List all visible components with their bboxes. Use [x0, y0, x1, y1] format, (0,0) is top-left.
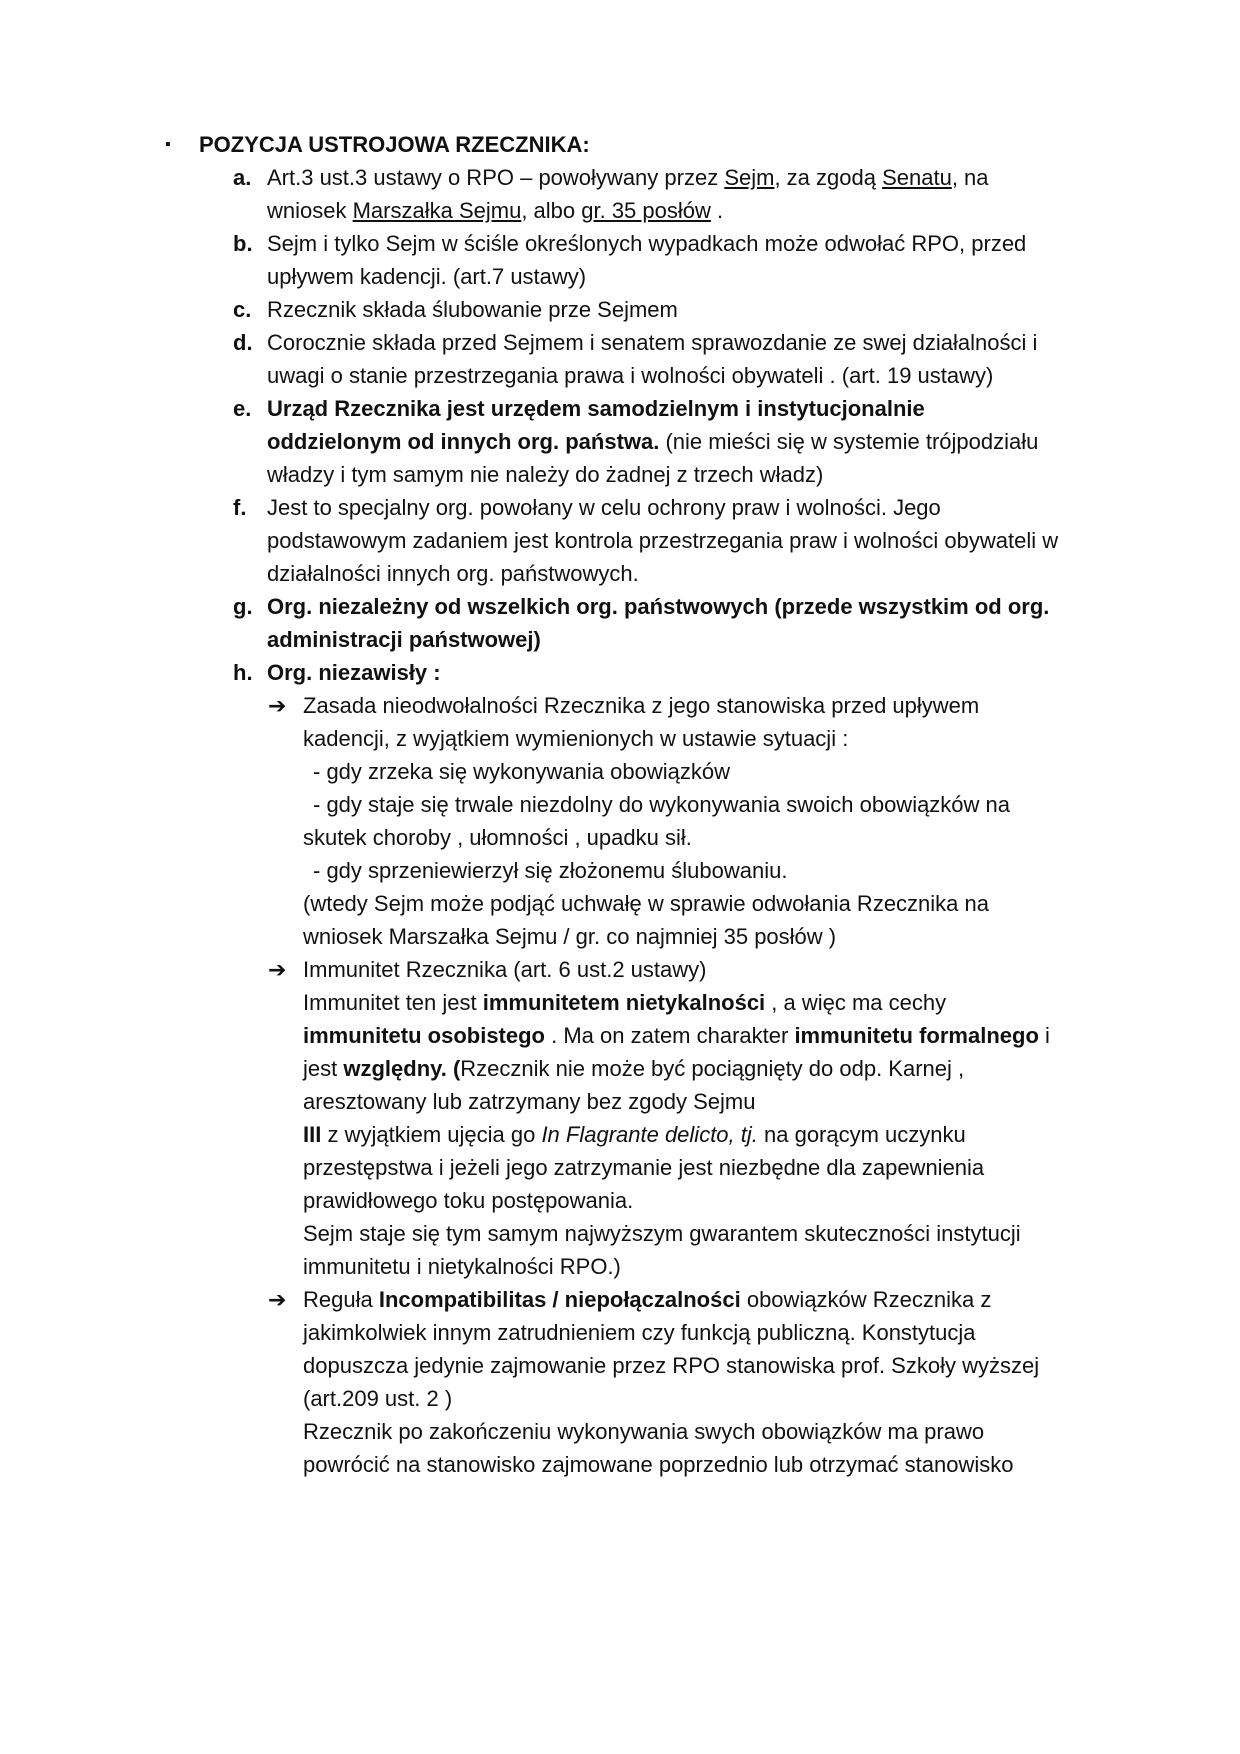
text-run: POZYCJA USTROJOWA RZECZNIKA:	[199, 132, 590, 157]
text-run: Sejm i tylko Sejm w ściśle określonych wypadkach może odwołać RPO, przed upływem kadencji. (art.7 ustawy)	[267, 231, 1027, 289]
text-run: Zasada nieodwołalności Rzecznika z jego stanowiska przed upływem kadencji, z wyjątkiem wymienionych w ustawie sytuacji :	[303, 693, 980, 751]
text-run: (wtedy Sejm może podjąć uchwałę w sprawie odwołania Rzecznika na wniosek Marszałka Sejmu / gr. co najmniej 35 posłów )	[303, 891, 989, 949]
arrow-icon: ➔	[268, 957, 287, 982]
text-run: i jest	[303, 1023, 1050, 1081]
list-item-label: f.	[233, 495, 247, 520]
text-run: .	[710, 198, 724, 223]
text-run: Rzecznik nie może być pociągnięty do odp. Karnej , aresztowany lub zatrzymany bez zgody Sejmu	[303, 1056, 965, 1114]
paragraph	[303, 1118, 1060, 1217]
list-item-label: d.	[233, 330, 253, 355]
text-run: na gorącym uczynku przestępstwa i jeżeli jego zatrzymanie jest niezbędne dla zapewnienia prawidłowego toku postępowania.	[303, 1122, 985, 1213]
list-item-d	[233, 326, 1060, 392]
text-run: Sejm staje się tym samym najwyższym gwarantem skuteczności instytucji immunitetu i nietykalności RPO.)	[303, 1221, 1021, 1279]
text-run: . Ma on zatem charakter	[545, 1023, 795, 1048]
paragraph	[303, 986, 1060, 1118]
text-run: , za zgodą	[774, 165, 883, 190]
arrow-list-item	[268, 1283, 1060, 1415]
list-item-label: g.	[233, 594, 253, 619]
list-item-b	[233, 227, 1060, 293]
list-item-label: e.	[233, 396, 252, 421]
list-item-g	[233, 590, 1060, 656]
list-item-label: h.	[233, 660, 253, 685]
arrow-list-item	[268, 689, 1060, 755]
text-run: Rzecznik po zakończeniu wykonywania swych obowiązków ma prawo powrócić na stanowisko zajmowane poprzednio lub otrzymać stanowisko	[303, 1419, 1014, 1477]
text-run: , na wniosek	[267, 165, 989, 223]
text-run: , a więc ma cechy	[765, 990, 947, 1015]
text-run: - gdy staje się trwale niezdolny do wykonywania swoich obowiązków na skutek choroby , ułomności , upadku sił.	[303, 792, 1011, 850]
arrow-list-item	[268, 953, 1060, 986]
sub-list-item	[303, 854, 1060, 887]
paragraph	[303, 887, 1060, 953]
list-item-label: c.	[233, 297, 252, 322]
text-run: Rzecznik składa ślubowanie prze Sejmem	[267, 297, 678, 322]
list-item-h	[233, 656, 1060, 689]
text-run: - gdy zrzeka się wykonywania obowiązków	[313, 759, 730, 784]
text-run: immunitetem nietykalności	[482, 990, 766, 1015]
text-run: Org. niezawisły :	[267, 660, 441, 685]
text-run: immunitetu formalnego	[794, 1023, 1039, 1048]
text-run: Urząd Rzecznika jest urzędem samodzielnym i instytucjonalnie oddzielonym od innych org. państwa.	[267, 396, 925, 454]
sub-list-item	[303, 755, 1060, 788]
list-item-a	[233, 161, 1060, 227]
text-run: Org. niezależny od wszelkich org. państwowych (przede wszystkim od org. administracji państwowej)	[267, 594, 1050, 652]
paragraph	[303, 1415, 1060, 1481]
list-item-label: b.	[233, 231, 253, 256]
text-run: Incompatibilitas / niepołączalności	[378, 1287, 741, 1312]
text-run: Immunitet Rzecznika (art. 6 ust.2 ustawy)	[303, 957, 707, 982]
text-run: Marszałka Sejmu	[352, 198, 522, 223]
text-run: z wyjątkiem ujęcia go	[321, 1122, 542, 1147]
text-run: III	[303, 1122, 322, 1147]
text-run: Jest to specjalny org. powołany w celu ochrony praw i wolności. Jego podstawowym zadaniem jest kontrola przestrzegania praw i wolności obywateli w działalności innych org. państwowych.	[267, 495, 1059, 586]
text-run: Corocznie składa przed Sejmem i senatem sprawozdanie ze swej działalności i uwagi o stanie przestrzegania prawa i wolności obywateli . (art. 19 ustawy)	[267, 330, 1038, 388]
text-run: Art.3 ust.3 ustawy o RPO – powoływany przez	[267, 165, 725, 190]
text-run: - gdy sprzeniewierzył się złożonemu ślubowaniu.	[313, 858, 788, 883]
text-run: (nie mieści się w systemie trójpodziału władzy i tym samym nie należy do żadnej z trzech władz)	[267, 429, 1039, 487]
text-run: immunitetu osobistego	[303, 1023, 545, 1048]
text-run: , albo	[521, 198, 582, 223]
sub-list-item	[303, 788, 1060, 854]
arrow-icon: ➔	[268, 693, 287, 718]
section-title	[165, 128, 1060, 161]
text-run: In Flagrante delicto, tj.	[541, 1122, 758, 1147]
text-run: Reguła	[303, 1287, 379, 1312]
text-run: Immunitet ten jest	[303, 990, 483, 1015]
text-run: względny. (	[343, 1056, 461, 1081]
text-run: gr. 35 posłów	[581, 198, 711, 223]
text-run: obowiązków Rzecznika z jakimkolwiek innym zatrudnieniem czy funkcją publiczną. Konstytucja dopuszcza jedynie zajmowanie przez RPO stanowiska prof. Szkoły wyższej (art.209 ust. 2 )	[303, 1287, 1040, 1411]
list-item-label: a.	[233, 165, 252, 190]
square-bullet-icon: ▪	[165, 136, 171, 153]
paragraph	[303, 1217, 1060, 1283]
list-item-e	[233, 392, 1060, 491]
list-item-f	[233, 491, 1060, 590]
arrow-icon: ➔	[268, 1287, 287, 1312]
list-item-c	[233, 293, 1060, 326]
text-run: Sejm	[724, 165, 775, 190]
text-run: Senatu	[882, 165, 952, 190]
